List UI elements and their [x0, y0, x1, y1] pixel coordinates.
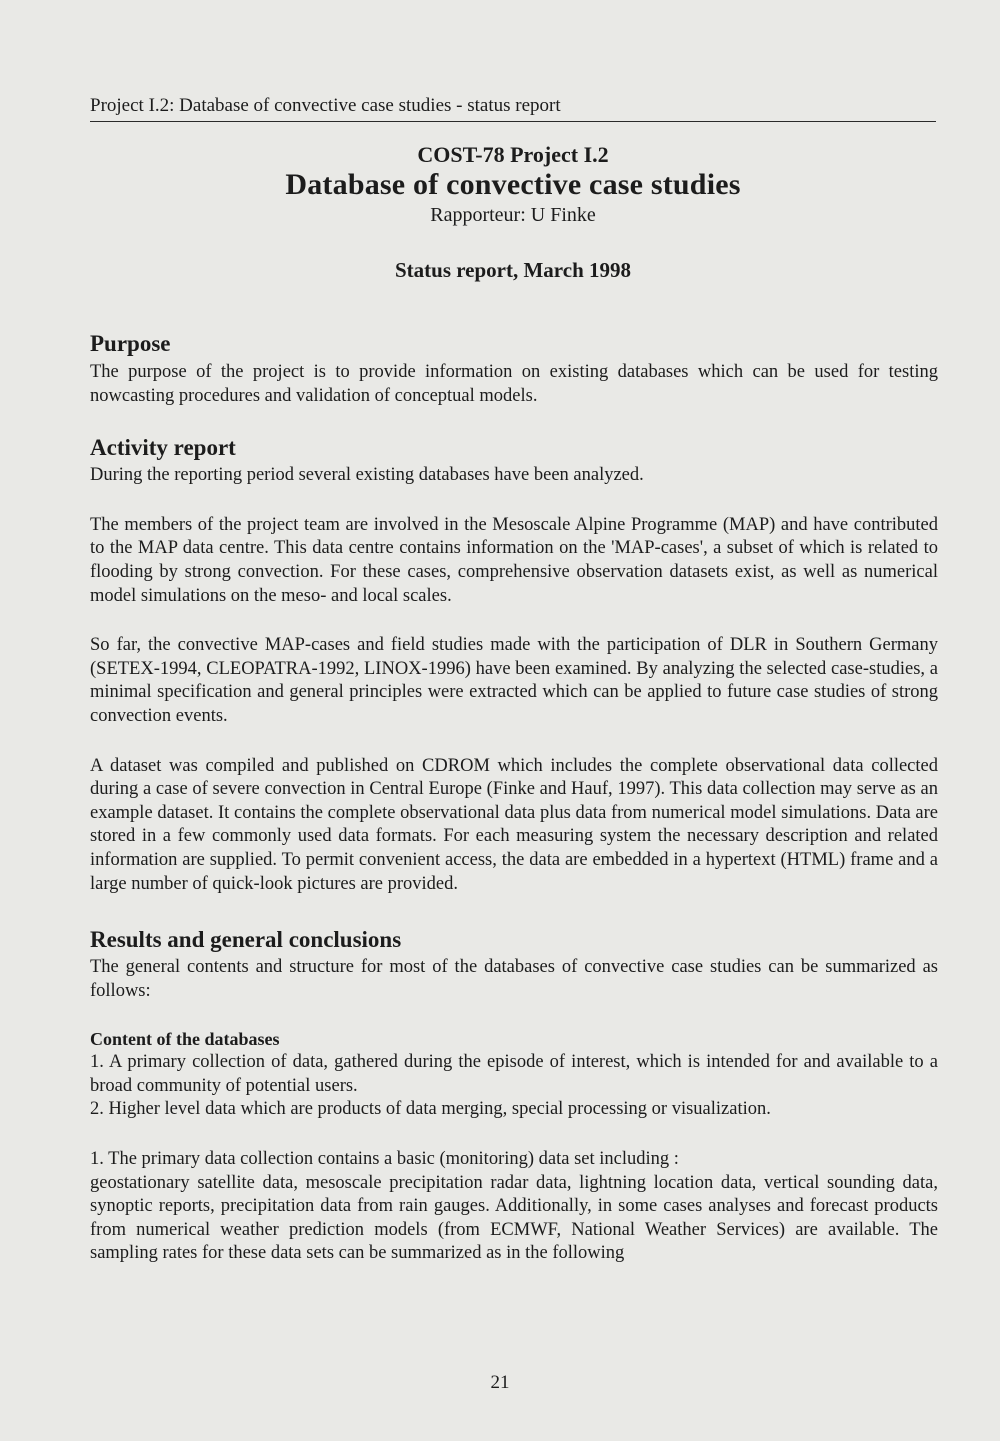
primary-collection-body: geostationary satellite data, mesoscale precipitation radar data, lightning location data, vertical sounding data, synoptic reports, precipitation data from rain gauges. Additionally, in some cases analyses and forecast products from numerical weather prediction models (from ECMWF, National Weather Services) are available. The sampling rates for these data sets can be summarized as in the following — [90, 1172, 938, 1264]
running-header: Project I.2: Database of convective case studies - status report — [90, 94, 936, 122]
purpose-heading: Purpose — [90, 331, 171, 356]
activity-section — [90, 434, 938, 896]
page-number: 21 — [490, 1372, 510, 1393]
content-subheading: Content of the databases — [90, 1029, 280, 1050]
rapporteur-line: Rapporteur: U Finke — [430, 204, 596, 226]
status-report-heading: Status report, March 1998 — [394, 258, 632, 282]
content-item-1: 1. A primary collection of data, gathered during the episode of interest, which is intended for and available to a broad community of potential users. — [90, 1052, 938, 1096]
activity-paragraph-4: A dataset was compiled and published on CDROM which includes the complete observational data collected during a case of severe convection in Central Europe (Finke and Hauf, 1997). This data collection may serve as an example dataset. It contains the complete observational data plus data from numerical model simulations. Data are stored in a few commonly used data formats. For each measuring system the necessary description and related information are supplied. To permit convenient access, the data are embedded in a hypertext (HTML) frame and a large number of quick-look pictures are provided. — [90, 755, 938, 894]
purpose-paragraph: The purpose of the project is to provide information on existing databases which can be used for testing nowcasting procedures and validation of conceptual models. — [90, 362, 938, 406]
results-paragraph-1: The general contents and structure for most of the databases of convective case studies can be summarized as follows: — [90, 957, 938, 1001]
primary-collection-lead: 1. The primary data collection contains a basic (monitoring) data set including : — [90, 1149, 679, 1170]
results-heading: Results and general conclusions — [90, 927, 402, 953]
document-body — [90, 330, 938, 1266]
content-item-2: 2. Higher level data which are products of data merging, special processing or visualization. — [90, 1099, 771, 1120]
results-section — [90, 926, 938, 1266]
activity-heading: Activity report — [90, 435, 236, 461]
activity-paragraph-1: During the reporting period several existing databases have been analyzed. — [90, 465, 644, 486]
project-label: COST-78 Project I.2 — [417, 142, 609, 167]
activity-paragraph-2: The members of the project team are involved in the Mesoscale Alpine Programme (MAP) and have contributed to the MAP data centre. This data centre contains information on the 'MAP-cases', a subset of which is related to flooding by strong convection. For these cases, comprehensive observation datasets exist, as well as numerical model simulations on the meso- and local scales. — [90, 514, 938, 606]
activity-paragraph-3: So far, the convective MAP-cases and field studies made with the participation of DLR in Southern Germany (SETEX-1994, CLEOPATRA-1992, LINOX-1996) have been examined. By analyzing the selected case-studies, a minimal specification and general principles were extracted which can be applied to future case studies of strong convection events. — [90, 635, 938, 726]
page-title: Database of convective case studies — [285, 168, 741, 201]
purpose-section — [90, 330, 938, 408]
